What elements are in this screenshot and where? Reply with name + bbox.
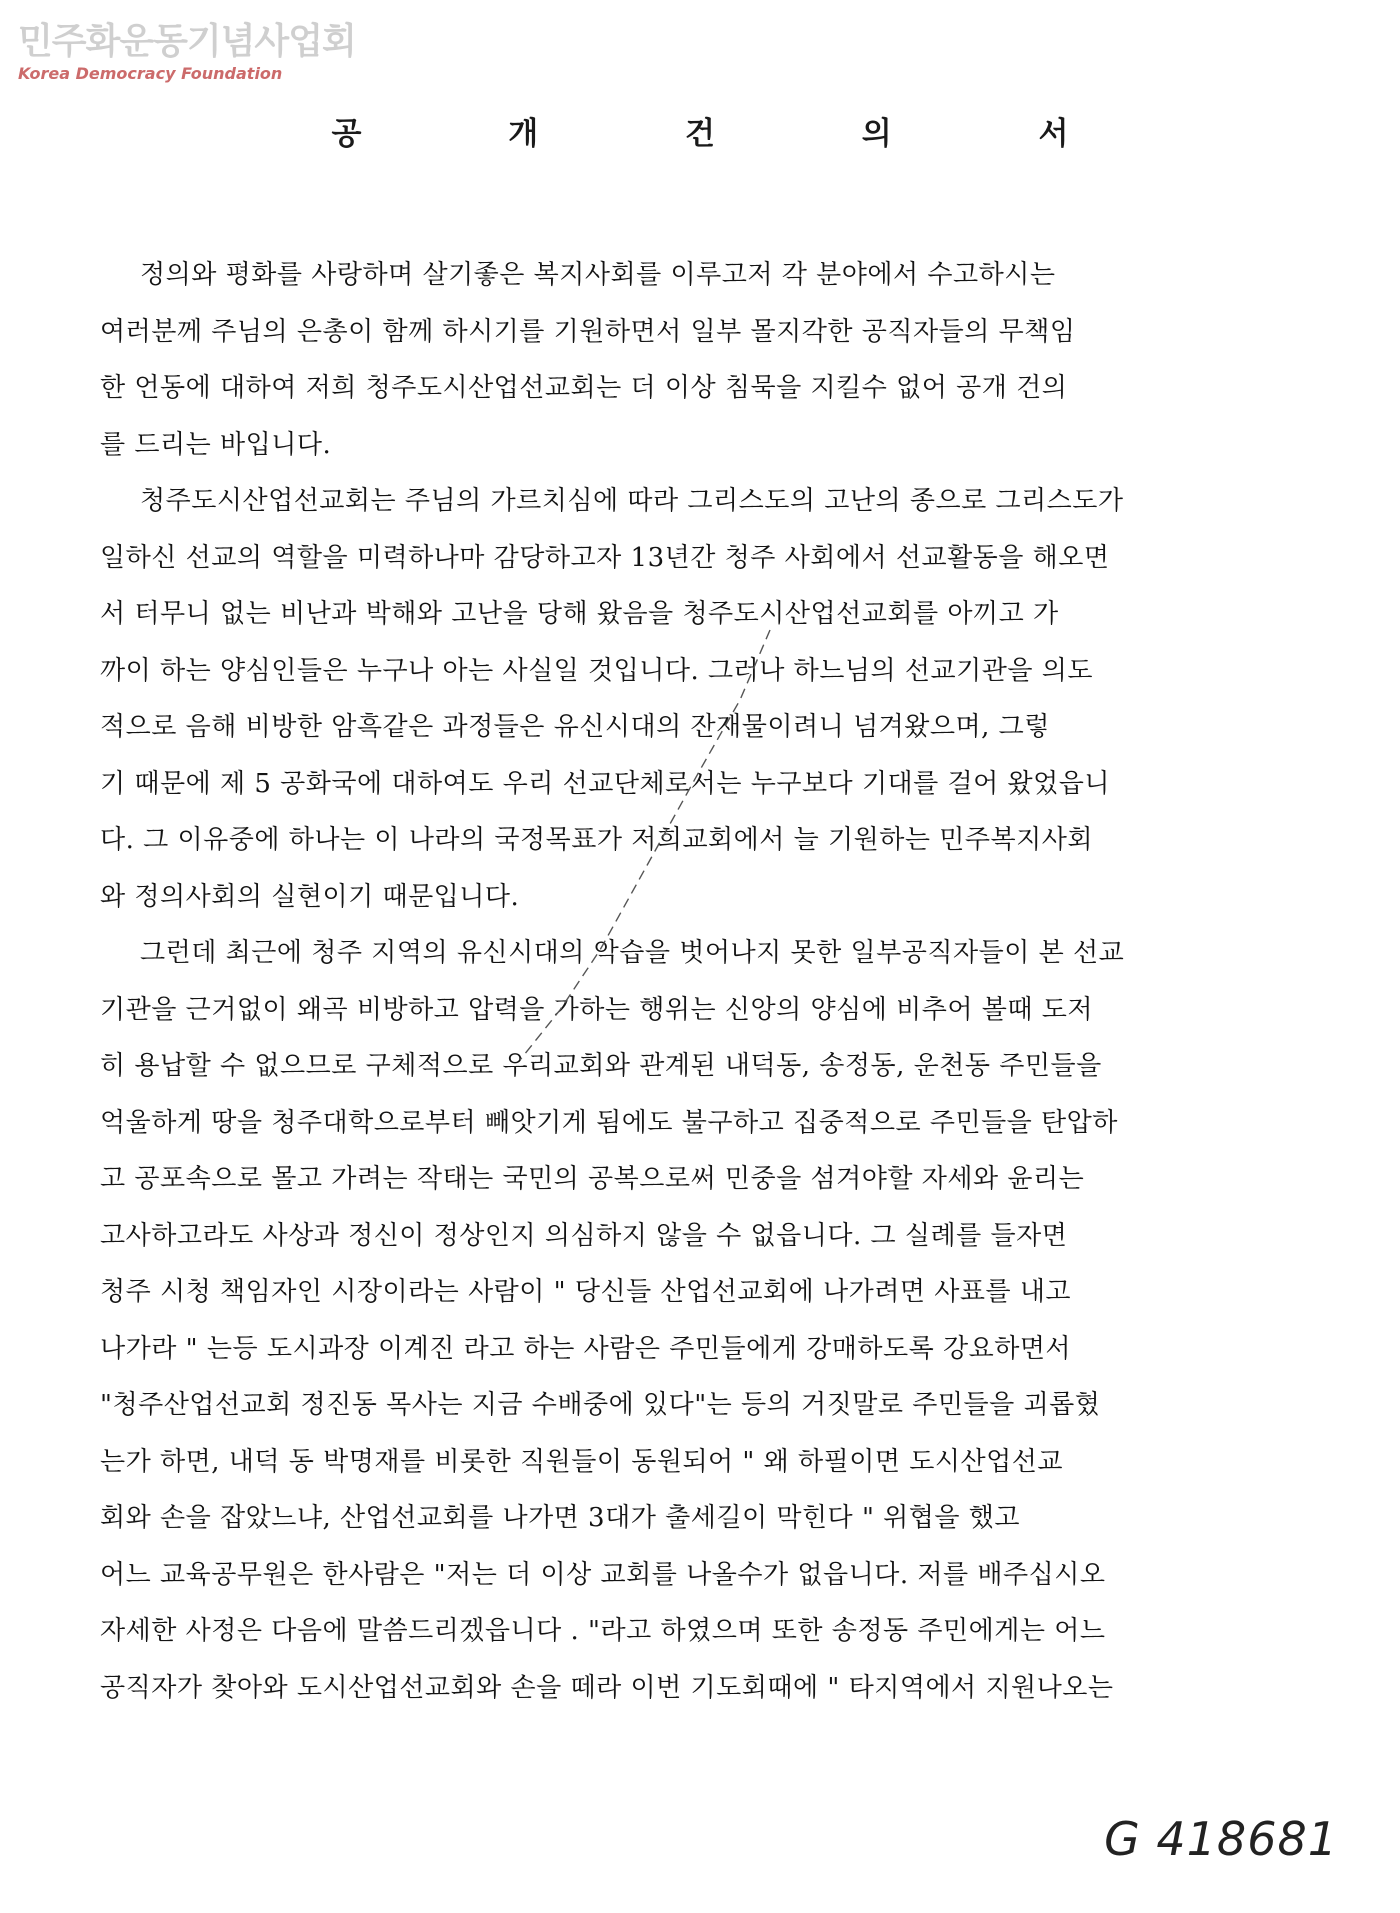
file-code: G 418681	[1104, 1812, 1338, 1866]
body-line: 여러분께 주님의 은총이 함께 하시기를 기원하면서 일부 몰지각한 공직자들의 무책임	[100, 316, 1076, 347]
body-line: 회와 손을 잡았느냐, 산업선교회를 나가면 3대가 출세길이 막힌다 " 위협을 했고	[100, 1503, 1021, 1533]
body-line: 나가라 " 는등 도시과장 이계진 라고 하는 사람은 주민들에게 강매하도록 강요하면서	[100, 1333, 1072, 1364]
body-line: 히 용납할 수 없으므로 구체적으로 우리교회와 관계된 내덕동, 송정동, 운천동 주민들을	[100, 1051, 1102, 1081]
body-line: 는가 하면, 내덕 동 박명재를 비롯한 직원들이 동원되어 " 왜 하필이면 도시산업선교	[100, 1446, 1063, 1477]
body-line: 서 터무니 없는 비난과 박해와 고난을 당해 왔음을 청주도시산업선교회를 아끼고 가	[100, 599, 1059, 629]
body-line: 기관을 근거없이 왜곡 비방하고 압력을 가하는 행위는 신앙의 양심에 비추어 볼때 도저	[100, 994, 1093, 1025]
body-line: 다. 그 이유중에 하나는 이 나라의 국정목표가 저희교회에서 늘 기원하는 민주복지사회	[100, 825, 1093, 855]
body-line: 그런데 최근에 청주 지역의 유신시대의 악습을 벗어나지 못한 일부공직자들이 본 선교	[140, 938, 1125, 968]
body-line: 공직자가 찾아와 도시산업선교회와 손을 떼라 이번 기도회때에 " 타지역에서 지원나오는	[100, 1672, 1114, 1703]
body-line: 와 정의사회의 실현이기 때문입니다.	[100, 881, 520, 912]
body-line: 한 언동에 대하여 저희 청주도시산업선교회는 더 이상 침묵을 지킬수 없어 공개 건의	[100, 373, 1068, 403]
document-title: 공 개 건 의 서	[331, 116, 1137, 152]
body-line: 기 때문에 제 5 공화국에 대하여도 우리 선교단체로서는 누구보다 기대를 걸어 왔었읍니	[100, 768, 1111, 799]
body-line: 적으로 음해 비방한 암흑같은 과정들은 유신시대의 잔재물이려니 넘겨왔으며, 그렇	[100, 712, 1050, 742]
body-line: 청주도시산업선교회는 주님의 가르치심에 따라 그리스도의 고난의 종으로 그리스도가	[140, 486, 1124, 516]
document-body	[100, 247, 1340, 1716]
body-line: 를 드리는 바입니다.	[100, 429, 332, 460]
body-line: 고사하고라도 사상과 정신이 정상인지 의심하지 않을 수 없읍니다. 그 실례를 들자면	[100, 1220, 1068, 1251]
body-line: 어느 교육공무원은 한사람은 "저는 더 이상 교회를 나올수가 없읍니다. 저를 배주십시오	[100, 1559, 1106, 1590]
body-line: 자세한 사정은 다음에 말씀드리겠읍니다 . "라고 하였으며 또한 송정동 주민에게는 어느	[100, 1616, 1106, 1646]
watermark-korean: 민주화운동기념사업회	[18, 21, 356, 62]
watermark	[18, 22, 356, 84]
body-line: 억울하게 땅을 청주대학으로부터 빼앗기게 됨에도 불구하고 집중적으로 주민들을 탄압하	[100, 1107, 1118, 1138]
body-line: 까이 하는 양심인들은 누구나 아는 사실일 것입니다. 그러나 하느님의 선교기관을 의도	[100, 655, 1093, 686]
body-line: "청주산업선교회 정진동 목사는 지금 수배중에 있다"는 등의 거짓말로 주민들을 괴롭혔	[100, 1390, 1101, 1420]
body-line: 일하신 선교의 역할을 미력하나마 감당하고자 13년간 청주 사회에서 선교활동을 해오면	[100, 542, 1110, 573]
body-line: 청주 시청 책임자인 시장이라는 사람이 " 당신들 산업선교회에 나가려면 사표를 내고	[100, 1277, 1072, 1307]
body-line: 고 공포속으로 몰고 가려는 작태는 국민의 공복으로써 민중을 섬겨야할 자세와 윤리는	[100, 1164, 1085, 1194]
watermark-english: Korea Democracy Foundation	[18, 64, 283, 83]
body-line: 정의와 평화를 사랑하며 살기좋은 복지사회를 이루고저 각 분야에서 수고하시는	[140, 260, 1056, 290]
